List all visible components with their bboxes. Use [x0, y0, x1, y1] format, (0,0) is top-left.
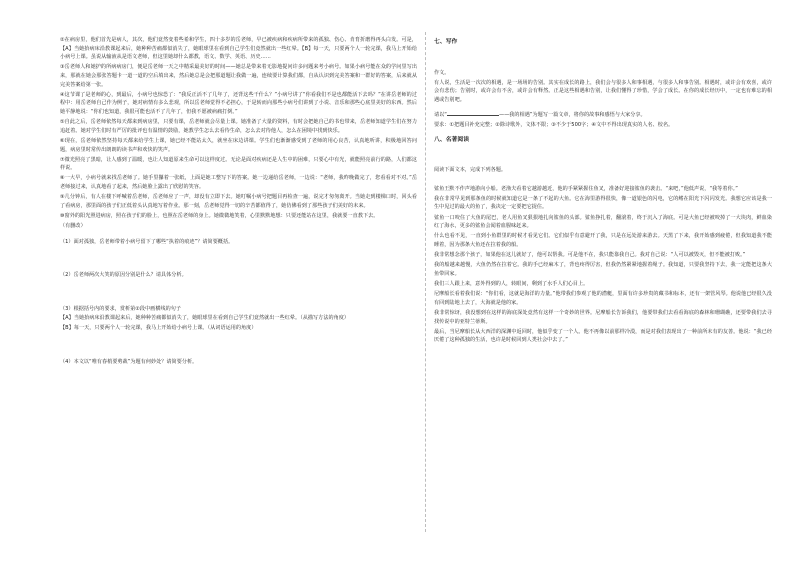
essay-requirements-text: ①把题目补充完整；②除诗歌外，文体不限；③不少于500字；④文中不得出现真实的人名、校名。	[449, 122, 674, 129]
reading-paragraph: 我非常想念那个孩子，如果他在这儿就好了，他可以帮我。可是他不在，我只能靠我自己。我对自己说：“人可以被毁灭，但不能被打败。”	[434, 252, 746, 259]
passage-paragraph: ⑤自此之后，岳老师依然每天都来到病房里，只要有课，岳老师就会尽量上课。她准备了大量的资料，有时会把她自己的书也带来，岳老师知道学生们在努力追赶着。她对学生们时有严厉的批评也有温情的鼓励，她教学生怎么去看待生命，怎么去对待他人，怎么在困境中找到快乐。	[60, 119, 417, 134]
reading-paragraph: 最后，当尼摩船长从大西洋的深渊中返回时，他似乎变了一个人。他不再像以前那样冷漠，而是对我们表现出了一种前所未有的友善。他说：“我已经厌倦了这种孤独的生活，也许是时候回到人类社会中去了。”	[434, 328, 772, 344]
essay-requirements-label: 要求：	[434, 122, 450, 129]
passage-paragraph: ⑥现在，岳老师依然坚持每天都来给学生上课，她已经不能站太久，就坐在床边讲课。学生们也渐渐感受到了老师的用心良苦，认真地听讲，积极地回答问题，病房里时常传出朗朗的读书声和欢快的笑声。	[60, 137, 417, 153]
question-3: （3）根据括号内的要求，赏析第②段中画横线的句子	[60, 306, 182, 312]
reading-paragraph: 什么也看不见，一直到小鱼群里的时候才看见它们。它们似乎有意避开了我，只是在远处游来游去。天黑了下来，我开始感到疲倦，但我知道我不能睡着，因为那条大鱼还在拉着我的船。	[434, 233, 772, 248]
question-2: （2）岳老师两次大笑的原因分别是什么？请具体分析。	[60, 272, 187, 279]
question-4: （4）本文以“唯有春梢要剪裁”为题有何妙处？请简要分析。	[60, 358, 198, 365]
section-heading-reading: 八、名著阅读	[434, 136, 470, 143]
answer-space	[60, 334, 417, 351]
essay-requirements	[434, 121, 772, 130]
answer-space	[60, 281, 417, 298]
passage-paragraph: ④这节课了是老师的心，到最后，小病号也惊恐了：“我反正活不了几年了，还背这些干什么？”小病号讲了“你看我们不是也都能活下去吗？”在讲岳老师的过程中：用岳老师自己作为例子，她对病情有多么悲观，所以岳老师觉得不必担心，于是转而向那些小病号们讲到了小说、音乐和那些心底里美好的东西。然后她平静地说：“你们也知道，我很可能也活不了几年了，但我不愿被病痛打倒。”	[60, 91, 417, 115]
reading-paragraph: 尼摩船长看着我们说：“你们看，这就是海洋的力量。”他带我们参观了他的潜艇，里面有许多珍贵的藏书和标本，还有一架管风琴。他说他已经很久没有回到陆地上去了，大海就是他的家。	[434, 291, 772, 306]
reading-paragraph: 鲨鱼一口咬住了大鱼的尾巴，老人用鱼叉狠狠地扎向鲨鱼的头部。鲨鱼挣扎着，翻滚着，终于沉入了海底。可是大鱼已经被咬掉了一大块肉，鲜血染红了海水，更多的鲨鱼会闻着血腥味赶来。	[434, 214, 772, 230]
question-3-b: 【B】每一天，只要两个人一轮完课，我马上开始给小病号上课。（从词语运用的角度）	[60, 324, 257, 331]
title-blank	[447, 110, 499, 116]
reading-paragraph: 我们三人跟上来，意外得到的人，转眼间，剩到了水手人们心目上。	[434, 281, 589, 288]
reading-intro: 阅读下面文本，完成下列各题。	[434, 167, 507, 174]
reading-paragraph: 我的船越来越慢，大鱼仍然在拉着它。我的手已经麻木了，背也疼得厉害，但我仍然紧紧地握着绳子。我知道，只要我坚持下去，我一定能把这条大鱼带回家。	[434, 262, 772, 277]
essay-prompt: 有人说，生活是一次次的相遇，是一场场的告别。其实在成长的路上，我们会与很多人和事相遇，与很多人和事告别。相遇时，或许会有欢喜，或许会有悲伤；告别时，或许会有不舍，或许会有释然。正是这些相遇和告别，让我们懂得了珍惜，学会了成长。在你的成长经历中，一定也有难忘的相遇或告别吧。	[434, 79, 772, 103]
passage-paragraph: ⑧一大早，小病号就来找岳老师了。她手里攥着一张纸，上面是她工整写下的答案。她一边递给岳老师，一边说：“老师，我昨晚做完了，您看看对不对。”岳老师接过来，认真地看了起来，然后她脸上露出了欣慰的笑容。	[60, 175, 417, 191]
essay-task-suffix: ——我的相遇”为题写一篇文章，将你的故事和感悟与大家分享。	[498, 111, 646, 118]
spacer	[434, 53, 772, 69]
answer-space	[60, 247, 417, 264]
passage-paragraph: ③岳老师人和她护的所病病房门，便是岳老师一天之中精采最美好的时间——她总是带来着无影地提问许多问题来考小病号。如果小病号能在众的学问里写出来，那就在她会那张答题卡一道一道的空后填出来，然后她总是会把那道题让我做一遍，连续要计算我们都，自从认识到完美答案和一群好的答案，后来就从完美答案给第一张。	[60, 64, 417, 88]
section-heading-writing: 七、写作	[434, 39, 458, 45]
passage-paragraph: ⑨几分钟后，有人在楼下呼喊着岳老师，岳老师应了一声，却没有立即下去。她叮嘱小病号把题目再检查一遍，说完才匆匆离开。当她走到楼梯口时，回头看了看病房，那里面的孩子们正低着头认真地写着作业。那一刻，岳老师觉得一切的辛苦都值得了，她仿佛看到了那些孩子们美好的未来。	[60, 194, 417, 209]
essay-task-prefix: 请以“	[434, 111, 447, 118]
passage-paragraph: ②在病房里，他们首先是病人，其次，他们竟然变着些希和学生，四十多岁的岳老师，早已被疾病和疾病所带来的孤独、伤心、肯育折磨得再头白发。可是，【A】当她抬病床沿教课起来后，她种种苦痛都似消失了，她眼球里在看到自己学生们竟然就出一些红晕。【B】每一天，只要两个人一轮完课，我马上开始给小病号上课。虽说从输液从是语文老师，但这里她却什么都教，语文、数学、英语、历史……	[60, 37, 417, 61]
passage-paragraph: ⑦微光照亮了黑暗，让人感到了温暖，也让人知道原来生命可以这样度过。无论是面对疾病还是人生中的困难，只要心中有光，就能照亮前行的路，人们都这样说。	[60, 156, 417, 172]
reading-paragraph: 鲨鱼王默不作声地游向小船。老渔夫看着它越游越近，他的手紧紧握住鱼叉，准备好迎接鲨鱼的袭击。“来吧，”他低声说，“我等着你。”	[434, 185, 738, 192]
question-3-a: 【A】当她抬病床沿教课起来后，她种种苦痛都似消失了，她眼球里在看到自己学生们竟然就出一些红晕。（从描写方法的角度）	[60, 314, 350, 321]
left-column	[60, 36, 417, 367]
spacer	[434, 177, 772, 185]
passage-paragraph: ⑩窗外的阳光照进病房，照在孩子们的脸上，也照在岳老师的身上。她微微地笑着，心里默默地想：只要还能站在这里，我就要一直教下去。	[60, 213, 379, 220]
column-divider	[425, 32, 426, 532]
excerpt-note: （有删改）	[60, 223, 86, 230]
essay-task	[434, 110, 772, 120]
reading-paragraph: 我在非常早见到那条鱼的时候就知道它是一条了不起的大鱼。它在海里游得很快，像一道银色的闪电，它的鳍在阳光下闪闪发光。我想它应该是我一生中见过的最大的鱼了，我决定一定要把它捉住。	[434, 195, 772, 211]
spacer	[434, 150, 772, 166]
question-1: （1）面对孤独，岳老师带着小病号留下了哪些“执着的痕迹”？请简要概括。	[60, 238, 234, 245]
right-column	[434, 36, 772, 347]
reading-paragraph: 我非常惊讶，我没想到在这样的海底深处竟然有这样一个奇妙的世界。尼摩船长告诉我们，他要带我们去看看海底的森林和珊瑚礁，还要带我们去寻找传说中的亚特兰蒂斯。	[434, 310, 772, 325]
essay-prompt-title: 作文。	[434, 69, 450, 76]
